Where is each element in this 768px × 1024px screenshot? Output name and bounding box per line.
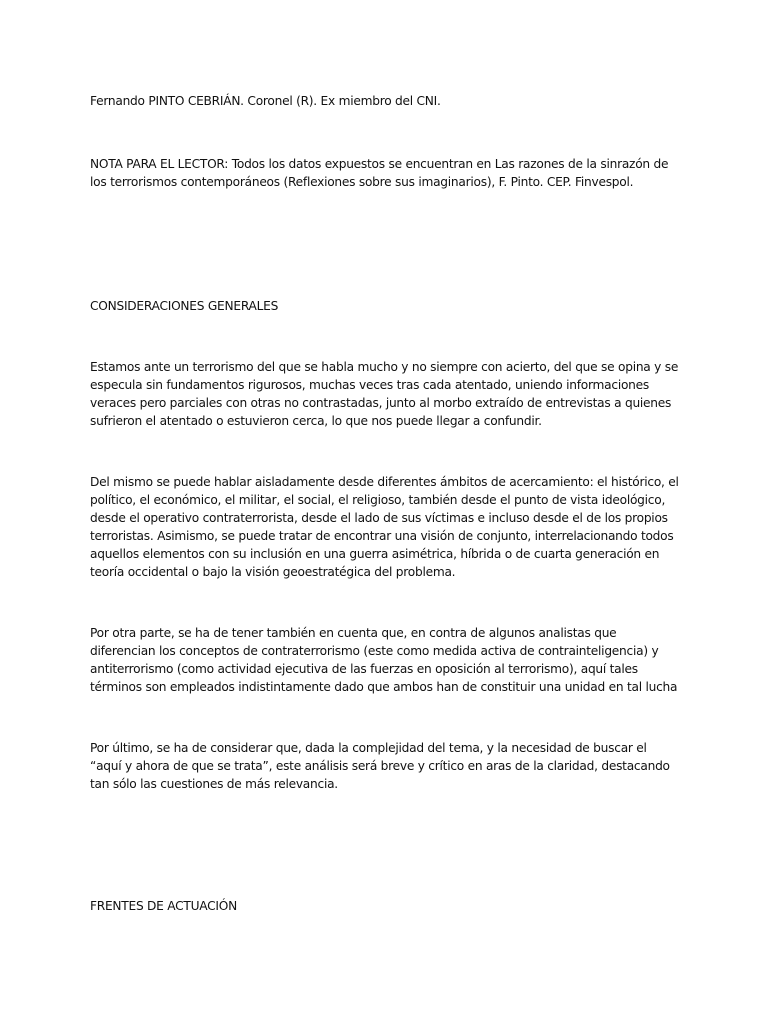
paragraph-2: Del mismo se puede hablar aisladamente desde diferentes ámbitos de acercamiento: el histórico, el político, el económico, el militar, el social, el religioso, también desde el punto de vista ideológico, desde el operativo contraterrorista, desde el lado de sus víctimas e incluso desde el de los propios terroristas. Asimismo, se puede tratar de encontrar una visión de conjunto, interrelacionando todos aquellos elementos con su inclusión en una guerra asimétrica, híbrida o de cuarta generación en teoría occidental o bajo la visión geoestratégica del problema. xyxy=(90,475,679,579)
section-heading-general-considerations: CONSIDERACIONES GENERALES xyxy=(90,299,279,313)
section-heading-action-fronts: FRENTES DE ACTUACIÓN xyxy=(90,899,237,913)
paragraph-1: Estamos ante un terrorismo del que se habla mucho y no siempre con acierto, del que se opina y se especula sin fundamentos rigurosos, muchas veces tras cada atentado, uniendo informaciones veraces pero parciales con otras no contrastadas, junto al morbo extraído de entrevistas a quienes sufrieron el atentado o estuvieron cerca, lo que nos puede llegar a confundir. xyxy=(90,360,679,428)
paragraph-3: Por otra parte, se ha de tener también en cuenta que, en contra de algunos analistas que diferencian los conceptos de contraterrorismo (este como medida activa de contrainteligencia) y antiterrorismo (como actividad ejecutiva de las fuerzas en oposición al terrorismo), aquí tales términos son empleados indistintamente dado que ambos han de constituir una unidad en tal lucha xyxy=(90,626,678,694)
author-line: Fernando PINTO CEBRIÁN. Coronel (R). Ex miembro del CNI. xyxy=(90,94,441,108)
paragraph-4: Por último, se ha de considerar que, dada la complejidad del tema, y la necesidad de buscar el “aquí y ahora de que se trata”, este análisis será breve y crítico en aras de la claridad, destacando tan sólo las cuestiones de más relevancia. xyxy=(90,741,670,791)
reader-note: NOTA PARA EL LECTOR: Todos los datos expuestos se encuentran en Las razones de la sinrazón de los terrorismos contemporáneos (Reflexiones sobre sus imaginarios), F. Pinto. CEP. Finvespol. xyxy=(90,157,669,189)
